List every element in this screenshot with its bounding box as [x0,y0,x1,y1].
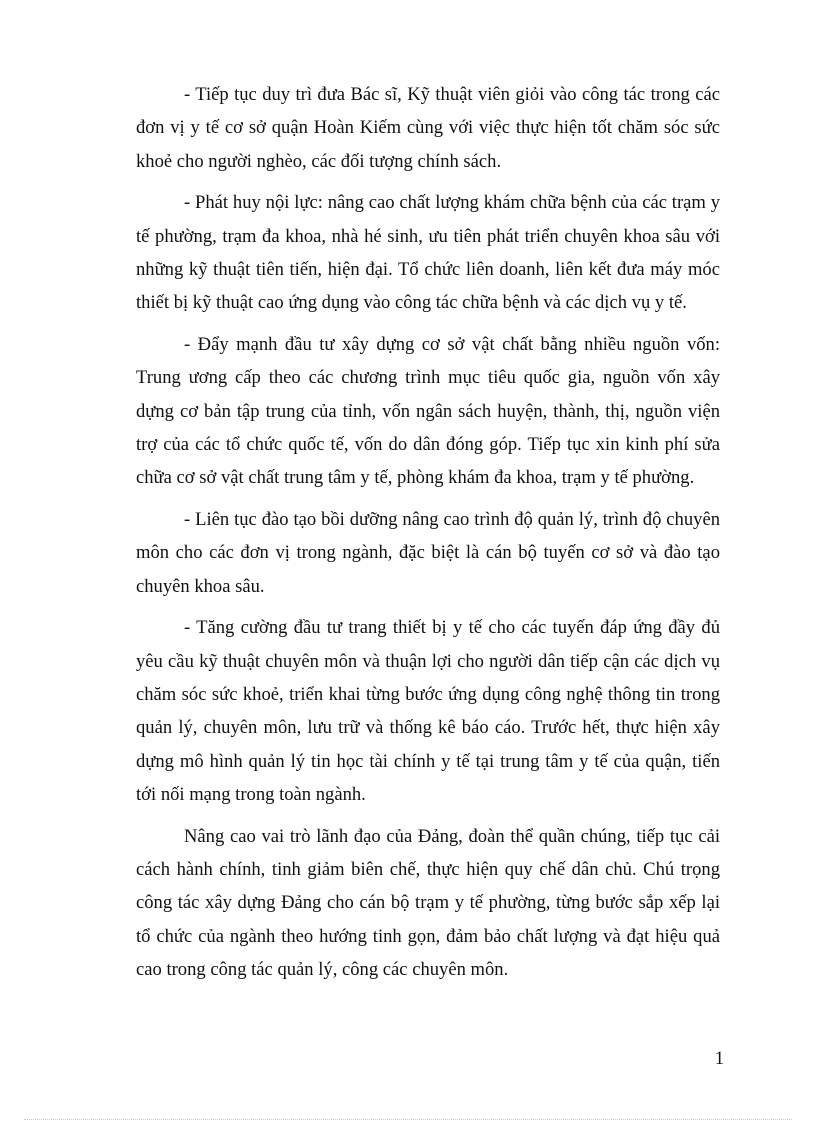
paragraph-3: - Đẩy mạnh đầu tư xây dựng cơ sở vật chất bằng nhiều nguồn vốn: Trung ương cấp theo các chương trình mục tiêu quốc gia, nguồn vốn xây dựng cơ bản tập trung của tỉnh, vốn ngân sách huyện, thành, thị, nguồn viện trợ của các tổ chức quốc tế, vốn do dân đóng góp. Tiếp tục xin kinh phí sửa chữa cơ sở vật chất trung tâm y tế, phòng khám đa khoa, trạm y tế phường. [136,333,720,489]
paragraph-1: - Tiếp tục duy trì đưa Bác sĩ, Kỹ thuật viên giỏi vào công tác trong các đơn vị y tế cơ sở quận Hoàn Kiếm cùng với việc thực hiện tốt chăm sóc sức khoẻ cho người nghèo, các đối tượng chính sách. [136,84,720,172]
paragraph-5: - Tăng cường đầu tư trang thiết bị y tế cho các tuyến đáp ứng đầy đủ yêu cầu kỹ thuật chuyên môn và thuận lợi cho người dân tiếp cận các dịch vụ chăm sóc sức khoẻ, triển khai từng bước ứng dụng công nghệ thông tin trong quản lý, chuyên môn, lưu trữ và thống kê báo cáo. Trước hết, thực hiện xây dựng mô hình quản lý tin học tài chính y tế tại trung tâm y tế của quận, tiến tới nối mạng trong toàn ngành. [136,617,720,806]
page-bottom-divider [24,1119,792,1120]
paragraph-2: - Phát huy nội lực: nâng cao chất lượng khám chữa bệnh của các trạm y tế phường, trạm đa khoa, nhà hé sinh, ưu tiên phát triển chuyên khoa sâu với những kỹ thuật tiên tiến, hiện đại. Tổ chức liên doanh, liên kết đưa máy móc thiết bị kỹ thuật cao ứng dụng vào công tác chữa bệnh và các dịch vụ y tế. [136,192,720,314]
page-number: 1 [714,1048,724,1069]
paragraph-4: - Liên tục đào tạo bồi dưỡng nâng cao trình độ quản lý, trình độ chuyên môn cho các đơn vị trong ngành, đặc biệt là cán bộ tuyến cơ sở và đào tạo chuyên khoa sâu. [136,508,720,597]
paragraph-6: Nâng cao vai trò lãnh đạo của Đảng, đoàn thể quần chúng, tiếp tục cải cách hành chính, tinh giảm biên chế, thực hiện quy chế dân chủ. Chú trọng công tác xây dựng Đảng cho cán bộ trạm y tế phường, từng bước sắp xếp lại tổ chức của ngành theo hướng tinh gọn, đảm bảo chất lượng và đạt hiệu quả cao trong công tác quản lý, công các chuyên môn. [136,825,720,981]
body-text [136,78,720,995]
